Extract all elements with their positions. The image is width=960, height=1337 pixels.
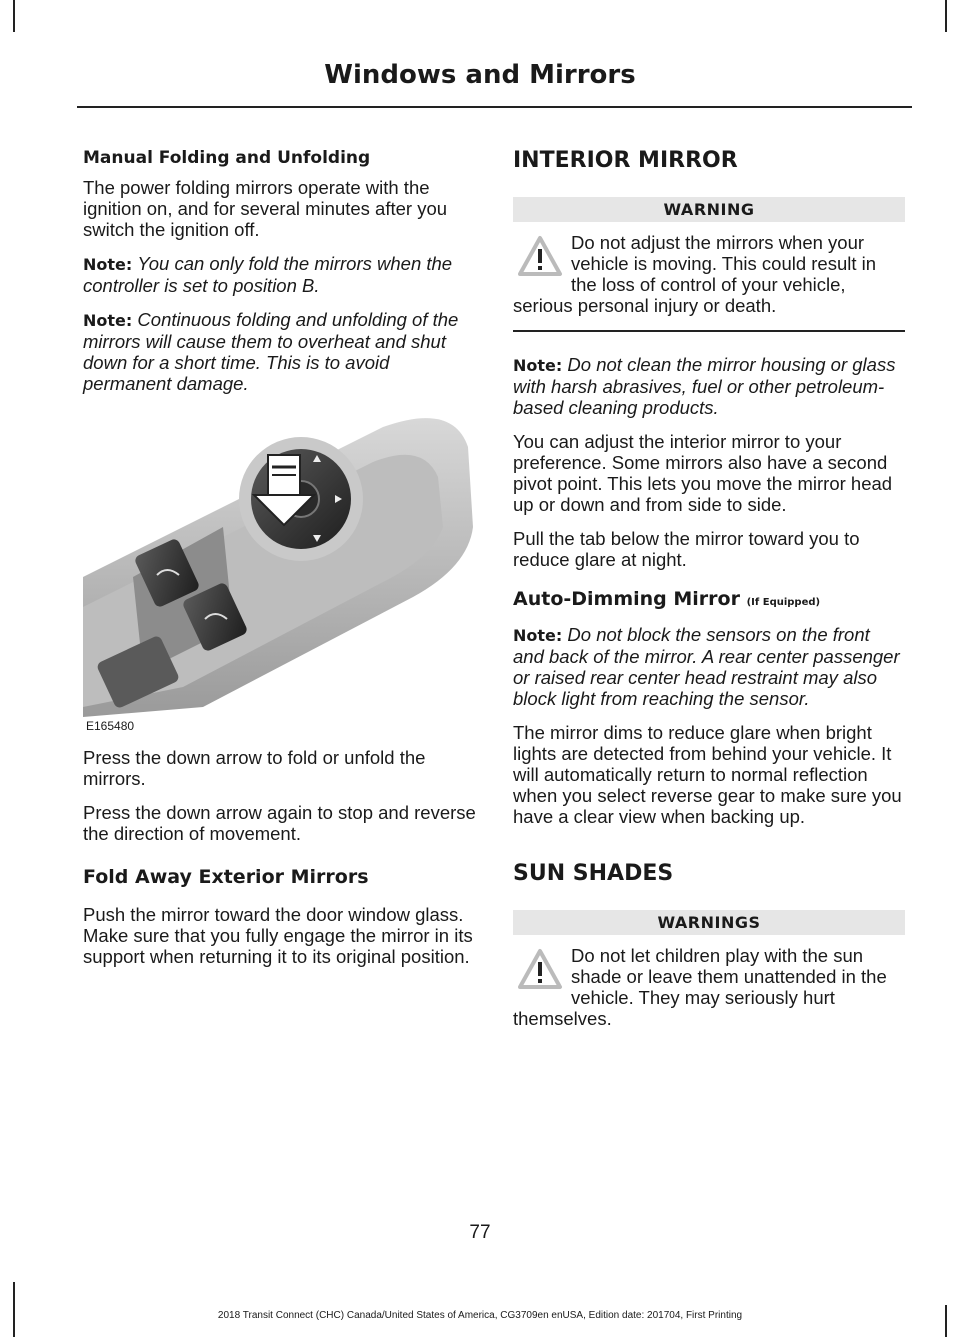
note	[513, 354, 905, 418]
note-text: Do not clean the mirror housing or glass with harsh abrasives, fuel or other petroleum-based cleaning products.	[513, 353, 896, 418]
warning-triangle-icon	[517, 234, 563, 280]
warnings-body	[513, 945, 905, 1043]
subhead-auto-dimming	[513, 588, 905, 610]
page-title: Windows and Mirrors	[324, 60, 636, 90]
if-equipped-label: (If Equipped)	[746, 596, 821, 608]
warning-box	[513, 197, 905, 332]
mirror-control-figure	[83, 407, 475, 733]
left-column	[83, 144, 477, 980]
paragraph: Press the down arrow again to stop and reverse the direction of movement.	[83, 802, 476, 844]
paragraph: Press the down arrow to fold or unfold the mirrors.	[83, 747, 426, 789]
section-title-sun-shades: SUN SHADES	[513, 860, 674, 886]
warning-divider	[513, 330, 905, 332]
note-text: Continuous folding and unfolding of the mirrors will cause them to overheat and shut down for a short time. This is to avoid permanent damage.	[83, 309, 459, 394]
paragraph: You can adjust the interior mirror to your preference. Some mirrors also have a second pivot point. This lets you move the mirror head up or down and from side to side.	[513, 430, 893, 515]
subhead-manual-folding: Manual Folding and Unfolding	[83, 148, 371, 168]
subhead-fold-away: Fold Away Exterior Mirrors	[83, 866, 369, 888]
footer-text: 2018 Transit Connect (CHC) Canada/United States of America, CG3709en enUSA, Edition date: 201704, First Printing	[217, 1310, 743, 1321]
door-switch-illustration	[83, 407, 475, 717]
paragraph: Push the mirror toward the door window glass. Make sure that you fully engage the mirror in its support when returning it to its original position.	[83, 904, 473, 967]
note	[83, 309, 477, 394]
warning-text: Do not adjust the mirrors when your vehicle is moving. This could result in the loss of control of your vehicle, serious personal injury or death.	[513, 232, 877, 316]
right-column	[513, 144, 905, 1049]
note-label: Note:	[83, 311, 133, 330]
note	[83, 253, 477, 296]
warning-triangle-icon	[517, 947, 563, 993]
section-title-interior-mirror: INTERIOR MIRROR	[513, 148, 738, 173]
note-label: Note:	[83, 255, 133, 274]
note-label: Note:	[513, 625, 563, 645]
note-text: Do not block the sensors on the front and back of the mirror. A rear center passenger or raised rear center head restraint may also block light from reaching the sensor.	[513, 623, 900, 709]
note-text: You can only fold the mirrors when the controller is set to position B.	[83, 253, 453, 296]
warnings-box	[513, 910, 905, 1043]
warning-label: WARNING	[513, 197, 905, 222]
header-divider	[77, 106, 912, 108]
subhead-auto-dimming-text: Auto-Dimming Mirror	[513, 587, 740, 610]
crop-mark	[13, 0, 15, 32]
paragraph: The power folding mirrors operate with the ignition on, and for several minutes after you switch the ignition off.	[83, 177, 448, 240]
warnings-label: WARNINGS	[513, 910, 905, 935]
warning-body	[513, 232, 905, 330]
note-label: Note:	[513, 355, 563, 375]
page-number: 77	[469, 1222, 491, 1243]
figure-caption: E165480	[86, 719, 135, 733]
crop-mark	[945, 0, 947, 32]
paragraph: Pull the tab below the mirror toward you to reduce glare at night.	[513, 527, 860, 570]
paragraph: The mirror dims to reduce glare when bright lights are detected from behind your vehicle. It will automatically return to normal reflection when you select reverse gear to make sure you have a clear view when backing up.	[513, 721, 902, 827]
note	[513, 624, 905, 709]
warnings-text: Do not let children play with the sun shade or leave them unattended in the vehicle. They may seriously hurt themselves.	[513, 944, 887, 1029]
